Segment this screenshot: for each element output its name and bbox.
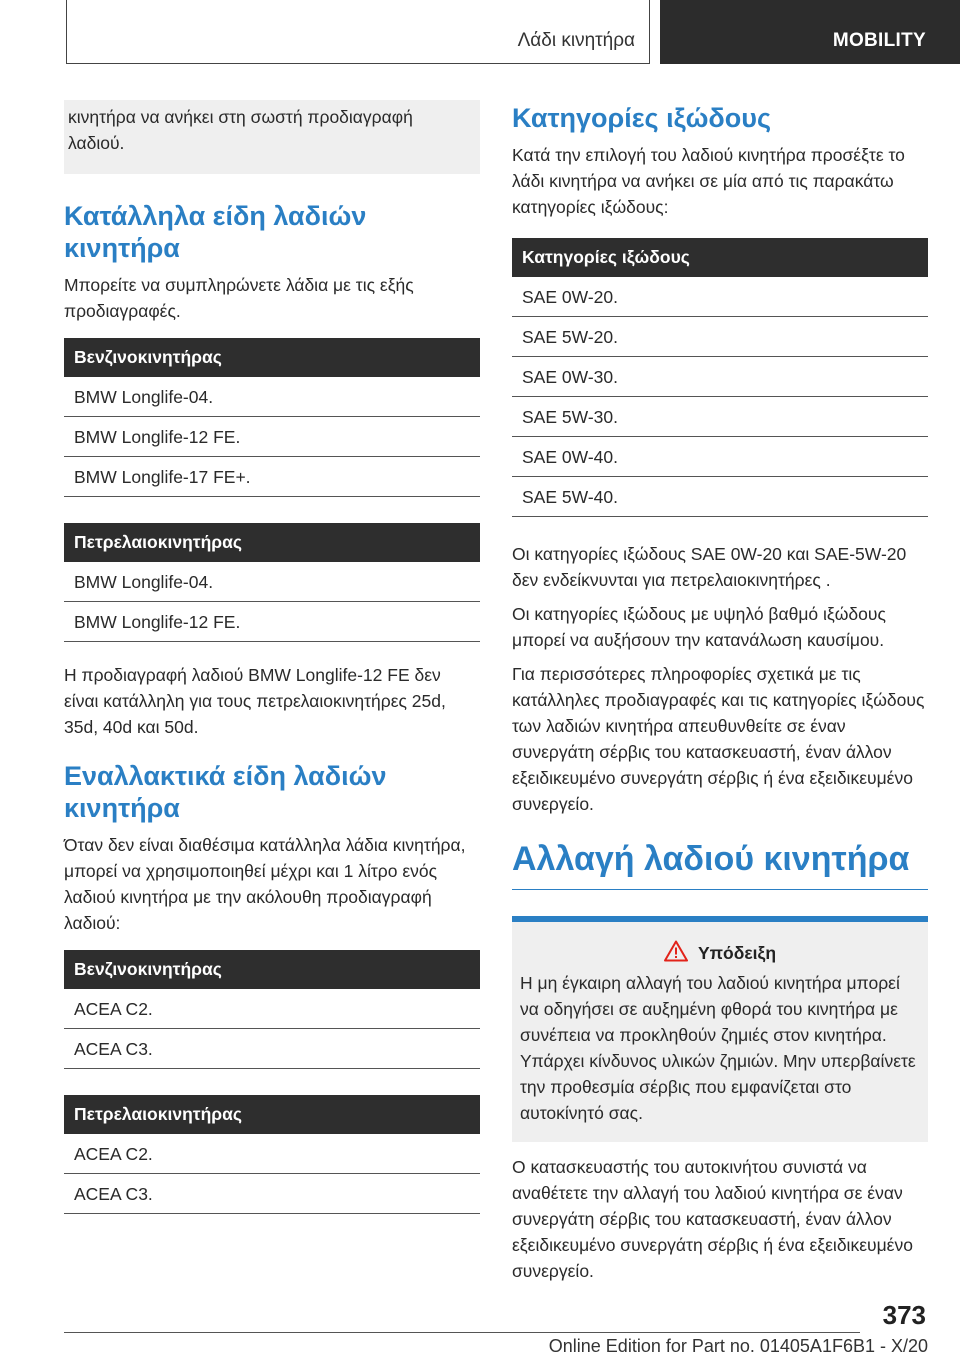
header-section-box (66, 0, 650, 64)
viscosity-consumption-note: Οι κατηγορίες ιξώδους με υψηλό βαθμό ιξώδους μπορεί να αυξήσουν την κατανάλωση καυσίμου. (512, 604, 886, 650)
edition-text: Online Edition for Part no. 01405A1F6B1 - X/20 (548, 1336, 928, 1356)
table-row: SAE 0W-30. (512, 357, 928, 397)
alternative-oils-text: Όταν δεν είναι διαθέσιμα κατάλληλα λάδια κινητήρα, μπορεί να χρησιμοποιηθεί μέχρι και 1 λίτρο ενός λαδιού κινητήρα με την ακόλουθη προδιαγραφή λαδιού: (64, 835, 466, 933)
alternative-diesel-table (64, 1095, 480, 1214)
viscosity-diesel-note: Οι κατηγορίες ιξώδους SAE 0W-20 και SAE-5W-20 δεν ενδείκνυνται για πετρελαιοκινητήρες . (512, 544, 907, 590)
left-column (64, 100, 480, 1214)
warning-box (512, 916, 928, 1142)
longlife-note: Η προδιαγραφή λαδιού BMW Longlife-12 FE δεν είναι κατάλληλη για τους πετρελαιοκινητήρες 25d, 35d, 40d και 50d. (64, 665, 446, 737)
suitable-petrol-table (64, 338, 480, 497)
table-row: BMW Longlife-04. (64, 377, 480, 417)
alternative-petrol-table (64, 950, 480, 1069)
table-header: Βενζινοκινητήρας (64, 338, 480, 377)
header-section-title: Λάδι κινητήρα (517, 30, 635, 51)
footer-divider (64, 1332, 860, 1333)
oil-change-text: Ο κατασκευαστής του αυτοκινήτου συνιστά να αναθέτετε την αλλαγή του λαδιού κινητήρα σε έναν συνεργάτη σέρβις του κατασκευαστή, έναν άλλον εξειδικευμένο συνεργάτη σέρβις ή ένα εξειδικευμένο συνεργείο. (512, 1157, 913, 1281)
viscosity-heading: Κατηγορίες ιξώδους (512, 103, 772, 133)
table-row: BMW Longlife-17 FE+. (64, 457, 480, 497)
suitable-diesel-table (64, 523, 480, 642)
warning-title: Υπόδειξη (697, 943, 777, 963)
table-row: ACEA C3. (64, 1174, 480, 1214)
intro-note-text: κινητήρα να ανήκει στη σωστή προδιαγραφή λαδιού. (68, 107, 413, 153)
table-row: SAE 5W-20. (512, 317, 928, 357)
suitable-oils-heading: Κατάλληλα είδη λαδιών κινητήρα (64, 201, 367, 263)
oil-change-heading: Αλλαγή λαδιού κινητήρα (512, 839, 928, 890)
table-row: BMW Longlife-12 FE. (64, 602, 480, 642)
viscosity-table (512, 238, 928, 517)
viscosity-info-note: Για περισσότερες πληροφορίες σχετικά με τις κατάλληλες προδιαγραφές και τις κατηγορίες ιξώδους των λαδιών κινητήρα απευθυνθείτε σε έναν συνεργάτη σέρβις του κατασκευαστή, έναν άλλον εξειδικευμένο συνεργάτη σέρβις ή ένα εξειδικευμένο συνεργείο. (512, 664, 925, 814)
right-column (512, 100, 928, 1284)
table-row: ACEA C2. (64, 989, 480, 1029)
table-header: Πετρελαιοκινητήρας (64, 1095, 480, 1134)
alternative-oils-heading: Εναλλακτικά είδη λαδιών κινητήρα (64, 761, 387, 823)
intro-note (64, 100, 480, 174)
table-row: SAE 0W-20. (512, 277, 928, 317)
viscosity-intro: Κατά την επιλογή του λαδιού κινητήρα προσέξτε το λάδι κινητήρα να ανήκει σε μία από τις παρακάτω κατηγορίες ιξώδους: (512, 145, 905, 217)
table-row: SAE 5W-40. (512, 477, 928, 517)
table-row: ACEA C2. (64, 1134, 480, 1174)
table-header: Πετρελαιοκινητήρας (64, 523, 480, 562)
table-header: Κατηγορίες ιξώδους (512, 238, 928, 277)
warning-triangle-icon (664, 940, 688, 962)
table-row: SAE 5W-30. (512, 397, 928, 437)
warning-text: Η μη έγκαιρη αλλαγή του λαδιού κινητήρα μπορεί να οδηγήσει σε αυξημένη φθορά του κινητήρα με συνέπεια να προκληθούν ζημιές στον κινητήρα. Υπάρχει κίνδυνος υλικών ζημιών. Μην υπερβαίνετε την προθεσμία σέρβις που εμφανίζεται στο αυτοκίνητό σας. (520, 973, 916, 1123)
header-chapter-tab (660, 0, 960, 64)
suitable-oils-text: Μπορείτε να συμπληρώνετε λάδια με τις εξής προδιαγραφές. (64, 275, 414, 321)
table-row: ACEA C3. (64, 1029, 480, 1069)
header-chapter-label: MOBILITY (832, 30, 926, 51)
table-row: BMW Longlife-04. (64, 562, 480, 602)
page-number: 373 (882, 1300, 926, 1330)
table-row: SAE 0W-40. (512, 437, 928, 477)
table-header: Βενζινοκινητήρας (64, 950, 480, 989)
table-row: BMW Longlife-12 FE. (64, 417, 480, 457)
